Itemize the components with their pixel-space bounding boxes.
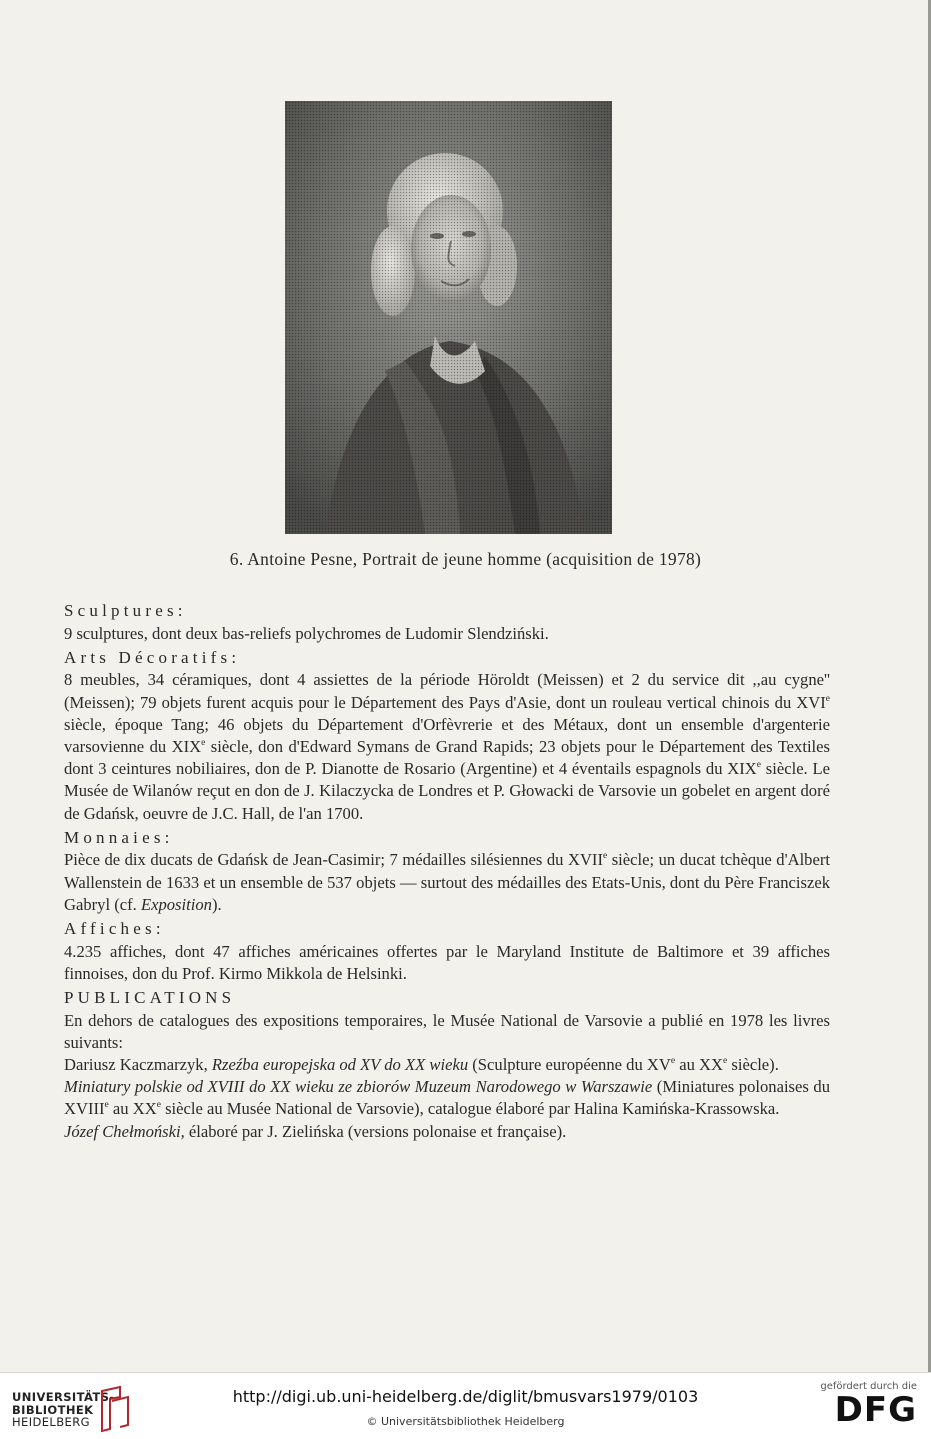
footer-bar	[0, 1372, 931, 1439]
arts-decoratifs-text: 8 meubles, 34 céramiques, dont 4 assiettes de la période Höroldt (Meissen) et 2 du service dit ,,au cygne'' (Meissen); 79 objets furent acquis pour le Département des Pays d'Asie, dont un rouleau vertical chinois du XVIe siècle, époque Tang; 46 objets du Département d'Orfèvrerie et des Métaux, dont un ensemble d'argenterie varsovienne du XIXe siècle, don d'Edward Symans de Grand Rapids; 23 objets pour le Département des Textiles dont 3 ceintures nobiliaires, don de P. Dianotte de Rosario (Argentine) et 4 éventails espagnols du XIXe siècle. Le Musée de Wilanów reçut en don de J. Kilaczycka de Londres et P. Głowacki de Varsovie un gobelet en argent doré de Gdańsk, oeuvre de J.C. Hall, de l'an 1700.	[64, 670, 830, 823]
heading-publications: PUBLICATIONS	[64, 988, 236, 1008]
publication-item: Miniatury polskie od XVIII do XX wieku ze zbiorów Muzeum Narodowego w Warszawie (Miniatures polonaises du XVIIIe au XXe siècle au Musée National de Varsovie), catalogue élaboré par Halina Kamińska-Krassowska.	[64, 1077, 831, 1119]
library-logo-text: UNIVERSITÄTS- BIBLIOTHEK HEIDELBERG	[12, 1390, 115, 1429]
publications-intro: En dehors de catalogues des expositions temporaires, le Musée National de Varsovie a publié en 1978 les livres suivants:	[64, 1010, 830, 1052]
heading-sculptures: Sculptures:	[64, 601, 187, 620]
dfg-logo	[820, 1381, 917, 1428]
publication-item: Józef Chełmoński, élaboré par J. Zielińska (versions polonaise et française).	[64, 1121, 567, 1141]
publication-item: Dariusz Kaczmarzyk, Rzeźba europejska od XV do XX wieku (Sculpture européenne du XVe au XXe siècle).	[64, 1055, 779, 1075]
sculptures-text: 9 sculptures, dont deux bas-reliefs polychromes de Ludomir Slendziński.	[64, 623, 549, 643]
affiches-text: 4.235 affiches, dont 47 affiches américaines offertes par le Maryland Institute de Baltimore et 39 affiches finnoises, don du Prof. Kirmo Mikkola de Helsinki.	[64, 941, 830, 983]
permalink-url[interactable]: http://digi.ub.uni-heidelberg.de/diglit/bmusvars1979/0103	[232, 1387, 699, 1406]
heading-monnaies: Monnaies:	[64, 827, 174, 847]
heading-arts-decoratifs: Arts Décoratifs:	[64, 647, 241, 667]
dfg-mark: DFG	[834, 1390, 917, 1430]
figure-caption: 6. Antoine Pesne, Portrait de jeune homme (acquisition de 1978)	[229, 549, 702, 569]
portrait-photo	[285, 101, 612, 534]
copyright-text: © Universitätsbibliothek Heidelberg	[366, 1415, 565, 1428]
main-text	[64, 600, 830, 1143]
heading-affiches: Affiches:	[64, 919, 165, 939]
monnaies-text: Pièce de dix ducats de Gdańsk de Jean-Casimir; 7 médailles silésiennes du XVIIe siècle; un ducat tchèque d'Albert Wallenstein de 1633 et un ensemble de 537 objets — surtout des médailles des Etats-Unis, dont du Père Franciszek Gabryl (cf. Exposition).	[64, 850, 830, 914]
dfg-funding-text: gefördert durch die	[820, 1381, 917, 1392]
